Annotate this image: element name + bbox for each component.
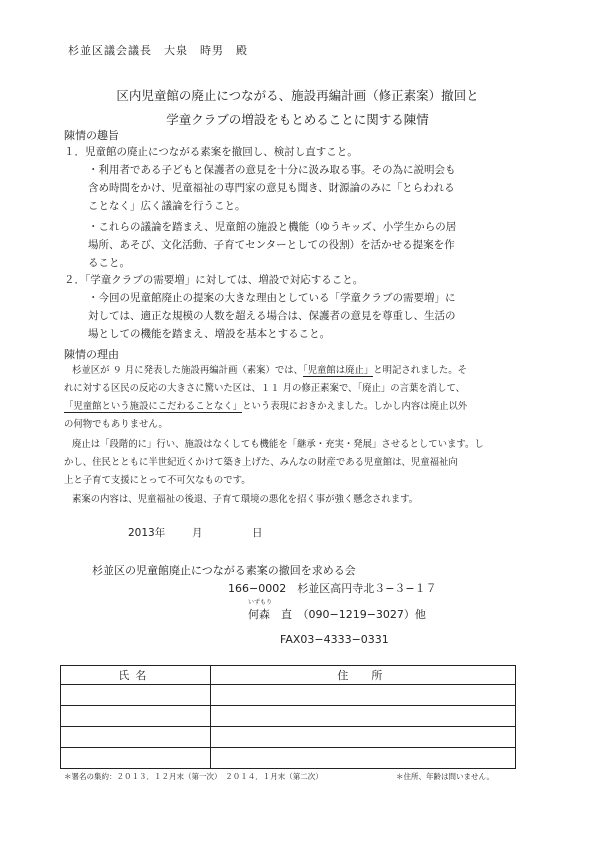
address-cell[interactable] xyxy=(210,685,515,706)
column-header-name: 氏名 xyxy=(61,666,211,685)
name-cell[interactable] xyxy=(61,748,211,769)
intent-item2-head: ２．「学童クラブの需要増」に対しては、増設で対応すること。 xyxy=(64,274,364,286)
reason-p1-line3-b: という表現におきかえました。しかし内容は廃止以外 xyxy=(242,401,468,412)
reason-p1-line3 xyxy=(64,398,467,416)
petitioner-org: 杉並区の児童館廃止につながる素案の撤回を求める会 xyxy=(92,564,356,577)
petitioner-fax: FAX03−4333−0331 xyxy=(280,633,389,646)
intent-item1-bullet2-line2: 場所、あそび、文化活動、子育てセンターとしての役割）を活かせる提案を作 xyxy=(88,239,455,251)
footnote-collection-dates: ＊署名の集約：２０１３．１２月末（第一次） ２０１４．１月末（第二次） xyxy=(64,772,323,781)
reason-p1-line1-b: と明記されました。そ xyxy=(373,365,468,376)
petitioner-address: 166−0002 杉並区高円寺北３−３−１７ xyxy=(228,582,437,595)
footnote-address-age: ＊住所、年齢は問いません。 xyxy=(396,772,494,781)
intent-item1-bullet2-line3: ること。 xyxy=(88,257,130,269)
date-day: 日 xyxy=(252,527,263,539)
intent-item2-bullet1-line1: ・今回の児童館廃止の提案の大きな理由としている「学童クラブの需要増」に xyxy=(88,292,456,304)
reason-p1-line1-underlined: 「児童館は廃止」 xyxy=(302,365,374,376)
address-cell[interactable] xyxy=(210,748,515,769)
petition-title-line1: 区内児童館の廃止につながる、施設再編計画（修正素案）撤回と xyxy=(116,88,479,103)
table-row[interactable] xyxy=(61,706,516,727)
intent-item1-bullet1-line2: 含め時間をかけ、児童福祉の専門家の意見も聞き、財源論のみに「とらわれる xyxy=(88,182,455,194)
reason-p2-line1: 廃止は「段階的に」行い、施設はなくしても機能を「継承・充実・発展」させるとしています。し xyxy=(72,439,484,450)
intent-item1-bullet2-line1: ・これらの議論を踏まえ、児童館の施設と機能（ゆうキッズ、小学生からの居 xyxy=(88,221,457,233)
intent-item2-bullet1-line2: 対しては、適正な規模の人数を超える場合は、保護者の意見を尊重し、生活の xyxy=(88,310,456,322)
name-cell[interactable] xyxy=(61,706,211,727)
intent-item1-bullet1-line3: ことなく」広く議論を行うこと。 xyxy=(88,200,246,212)
addressee: 杉並区議会議長 大泉 時男 殿 xyxy=(68,44,248,57)
date-month: 月 xyxy=(192,527,203,539)
column-header-address: 住 所 xyxy=(210,666,515,685)
address-cell[interactable] xyxy=(210,727,515,748)
table-row[interactable] xyxy=(61,685,516,706)
reason-p1-line3-underlined: 「児童館という施設にこだわることなく」 xyxy=(64,401,243,412)
reason-p1-line2: れに対する区民の反応の大きさに驚いた区は、１１ 月の修正素案で、「廃止」の言葉を消して、 xyxy=(64,383,466,394)
table-row[interactable] xyxy=(61,727,516,748)
address-cell[interactable] xyxy=(210,706,515,727)
name-cell[interactable] xyxy=(61,727,211,748)
reason-p3-line1: 素案の内容は、児童福祉の後退、子育て環境の悪化を招く事が強く懸念されます。 xyxy=(72,494,419,505)
reason-p2-line2: かし、住民とともに半世紀近くかけて築き上げた、みんなの財産である児童館は、児童福祉向 xyxy=(64,457,458,468)
intent-item1-head: １．児童館の廃止につながる素案を撤回し、検討し直すこと。 xyxy=(64,146,358,158)
table-row[interactable] xyxy=(61,748,516,769)
reason-p2-line3: 上と子育て支援にとって不可欠なものです。 xyxy=(64,475,251,486)
signature-table-header xyxy=(61,666,516,685)
reason-p1-line1-a: 杉並区が ９ 月に発表した施設再編計画（素案）では、 xyxy=(72,365,303,376)
signature-table xyxy=(60,665,516,769)
name-cell[interactable] xyxy=(61,685,211,706)
date-year: 2013年 xyxy=(128,527,166,539)
reason-p1-line1 xyxy=(72,362,467,380)
petition-title-line2: 学童クラブの増設をもとめることに関する陳情 xyxy=(166,112,429,127)
intent-heading: 陳情の趣旨 xyxy=(64,129,119,142)
intent-item2-bullet1-line3: 場としての機能を踏まえ、増設を基本とすること。 xyxy=(88,328,331,340)
reason-heading: 陳情の理由 xyxy=(64,348,119,361)
intent-item1-bullet1-line1: ・利用者である子どもと保護者の意見を十分に汲み取る事。その為に説明会も xyxy=(88,164,456,176)
petitioner-name-ruby: いずもり xyxy=(248,599,273,606)
petitioner-name-phone: 何森 直 （090−1219−3027）他 xyxy=(248,608,426,621)
reason-p1-line4: の何物でもありません。 xyxy=(64,419,168,430)
